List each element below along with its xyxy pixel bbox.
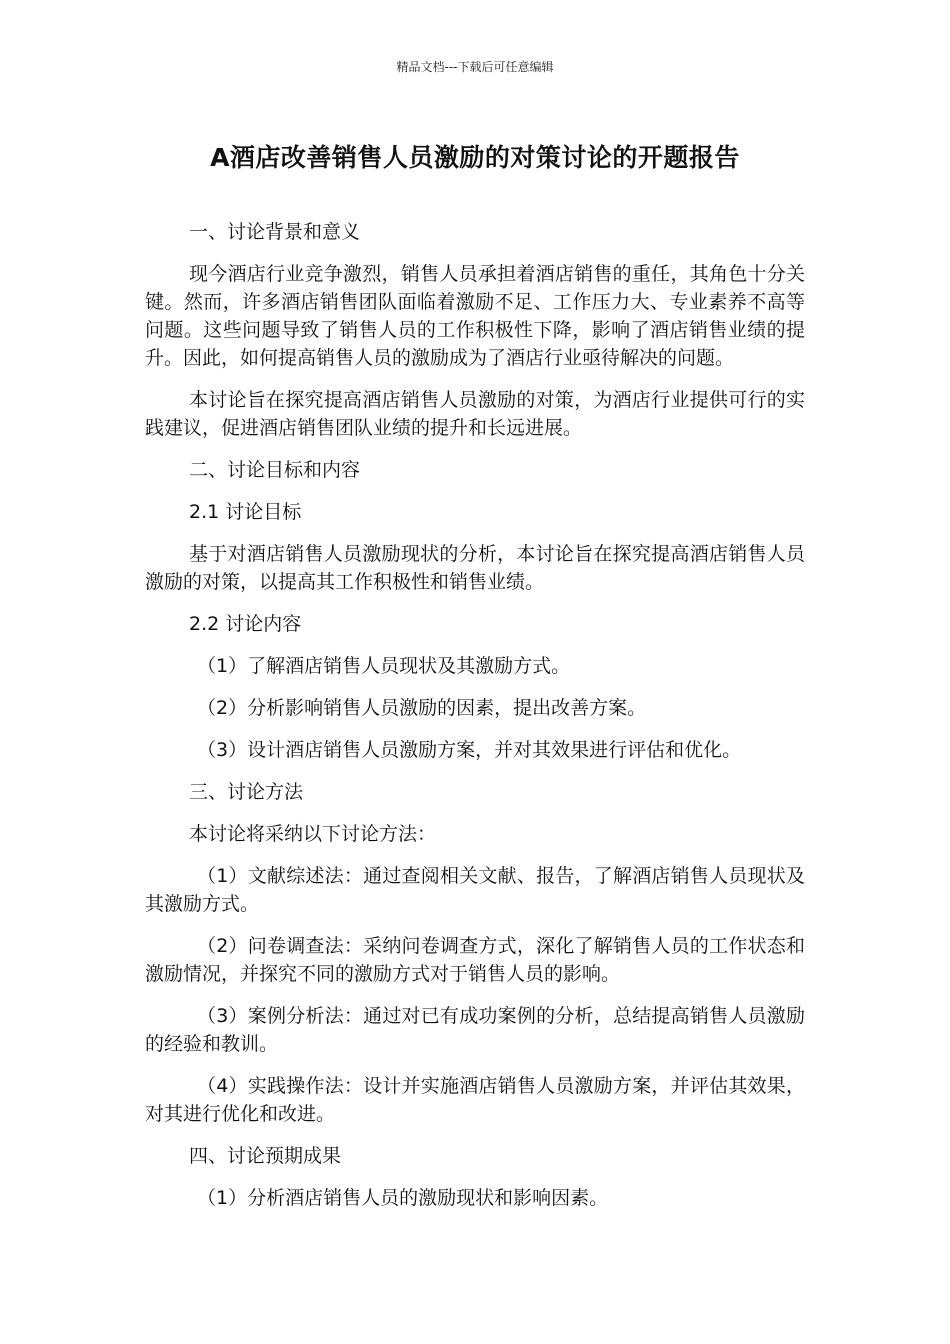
section-heading-1: 一、讨论背景和意义 — [189, 221, 361, 243]
list-item: （4）实践操作法：设计并实施酒店销售人员激励方案，并评估其效果，对其进行优化和改进。 — [145, 1075, 805, 1125]
paragraph: 本讨论将采纳以下讨论方法： — [189, 823, 437, 845]
document-body — [145, 218, 805, 1226]
paragraph: 本讨论旨在探究提高酒店销售人员激励的对策，为酒店行业提供可行的实践建议，促进酒店销售团队业绩的提升和长远进展。 — [145, 389, 805, 439]
paragraph: 基于对酒店销售人员激励现状的分析，本讨论旨在探究提高酒店销售人员激励的对策，以提高其工作积极性和销售业绩。 — [145, 543, 805, 593]
subsection-heading-2-2: 2.2 讨论内容 — [189, 613, 302, 635]
section-heading-4: 四、讨论预期成果 — [189, 1145, 342, 1167]
section-heading-3: 三、讨论方法 — [189, 781, 304, 803]
header-note: 精品文档---下载后可任意编辑 — [396, 60, 554, 74]
list-item: （1）了解酒店销售人员现状及其激励方式。 — [197, 655, 571, 677]
paragraph: 现今酒店行业竞争激烈，销售人员承担着酒店销售的重任，其角色十分关键。然而，许多酒店销售团队面临着激励不足、工作压力大、专业素养不高等问题。这些问题导致了销售人员的工作积极性下降，影响了酒店销售业绩的提升。因此，如何提高销售人员的激励成为了酒店行业亟待解决的问题。 — [145, 263, 805, 369]
document-title: A酒店改善销售人员激励的对策讨论的开题报告 — [210, 143, 740, 172]
list-item: （1）分析酒店销售人员的激励现状和影响因素。 — [197, 1187, 609, 1209]
list-item: （3）设计酒店销售人员激励方案，并对其效果进行评估和优化。 — [197, 739, 742, 761]
list-item: （2）问卷调查法：采纳问卷调查方式，深化了解销售人员的工作状态和激励情况，并探究不同的激励方式对于销售人员的影响。 — [145, 935, 805, 985]
list-item: （1）文献综述法：通过查阅相关文献、报告，了解酒店销售人员现状及其激励方式。 — [145, 865, 805, 915]
section-heading-2: 二、讨论目标和内容 — [189, 459, 361, 481]
list-item: （3）案例分析法：通过对已有成功案例的分析，总结提高销售人员激励的经验和教训。 — [145, 1005, 805, 1055]
list-item: （2）分析影响销售人员激励的因素，提出改善方案。 — [197, 697, 647, 719]
subsection-heading-2-1: 2.1 讨论目标 — [189, 501, 302, 523]
